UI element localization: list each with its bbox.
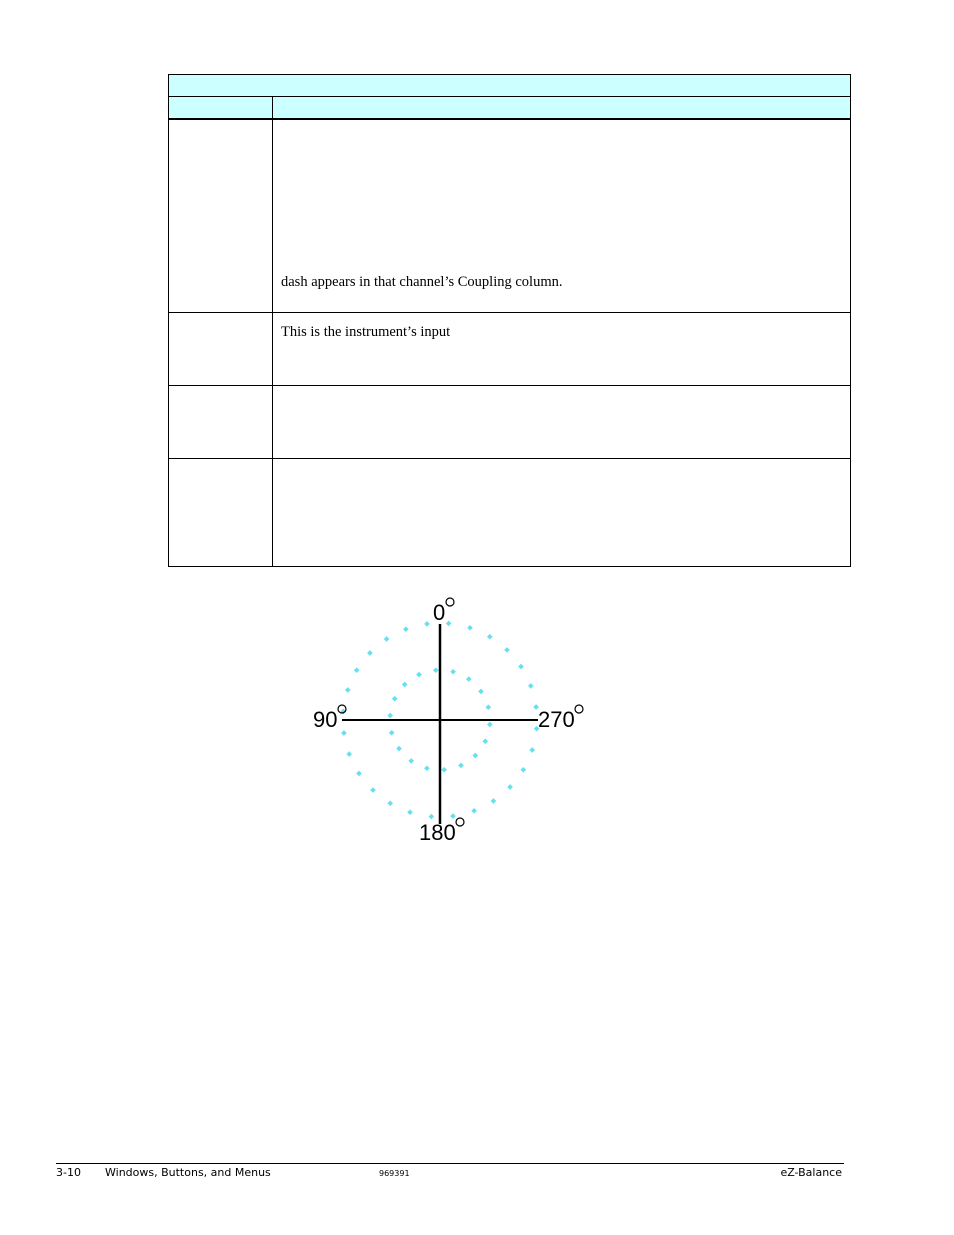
footer-divider bbox=[56, 1163, 844, 1164]
inner-ring-dot bbox=[472, 753, 478, 759]
outer-ring-dot bbox=[424, 621, 430, 627]
header-cell-description bbox=[273, 97, 851, 120]
table-row bbox=[169, 386, 851, 459]
outer-ring-dot bbox=[467, 625, 473, 631]
inner-ring-dot bbox=[433, 667, 439, 673]
footer-product-name: eZ-Balance bbox=[780, 1166, 842, 1179]
inner-ring-dot bbox=[485, 704, 491, 710]
footer-page-number: 3-10 bbox=[56, 1166, 81, 1179]
table-row bbox=[169, 313, 851, 386]
description-text: This is the instrument’s input bbox=[281, 324, 451, 340]
inner-ring-dot bbox=[387, 713, 393, 719]
description-cell bbox=[273, 459, 851, 567]
description-cell bbox=[273, 119, 851, 313]
inner-ring-dot bbox=[450, 669, 456, 675]
outer-ring-dot bbox=[387, 800, 393, 806]
label-right: 270 bbox=[538, 707, 575, 732]
table-header-row bbox=[169, 97, 851, 120]
term-cell bbox=[169, 386, 273, 459]
label-top: 0 bbox=[433, 600, 446, 625]
definition-table bbox=[168, 74, 851, 567]
outer-ring-dot bbox=[367, 650, 373, 656]
outer-ring-dot bbox=[384, 636, 390, 642]
table-title-row bbox=[169, 75, 851, 97]
polar-angle-diagram bbox=[300, 590, 600, 850]
term-cell bbox=[169, 459, 273, 567]
degree-symbol-top bbox=[446, 598, 454, 606]
description-cell bbox=[273, 386, 851, 459]
outer-ring-dot bbox=[504, 647, 510, 653]
outer-ring-dot bbox=[356, 771, 362, 777]
description-cell bbox=[273, 313, 851, 386]
inner-ring-dot bbox=[416, 672, 422, 678]
inner-ring-dot bbox=[392, 696, 398, 702]
footer-doc-number: 969391 bbox=[379, 1169, 410, 1178]
outer-ring-dot bbox=[403, 626, 409, 632]
outer-ring-dot bbox=[446, 621, 452, 627]
outer-ring-dot bbox=[487, 634, 493, 640]
description-text: dash appears in that channel’s Coupling column. bbox=[281, 274, 563, 290]
label-left: 90 bbox=[313, 707, 338, 732]
outer-ring-dot bbox=[507, 784, 513, 790]
inner-ring-dot bbox=[389, 730, 395, 736]
inner-ring-dot bbox=[424, 765, 430, 771]
outer-ring-dot bbox=[346, 751, 352, 757]
inner-ring-dot bbox=[482, 738, 488, 744]
table-title-cell bbox=[169, 75, 851, 97]
label-bottom: 180 bbox=[419, 820, 456, 845]
outer-ring-dot bbox=[345, 687, 351, 693]
term-cell bbox=[169, 119, 273, 313]
inner-ring-dot bbox=[408, 758, 414, 764]
degree-symbol-bottom bbox=[456, 818, 464, 826]
term-cell bbox=[169, 313, 273, 386]
outer-ring-dot bbox=[341, 730, 347, 736]
outer-ring-dot bbox=[471, 808, 477, 814]
degree-symbol-right bbox=[575, 705, 583, 713]
table-row bbox=[169, 459, 851, 567]
inner-ring-dot bbox=[396, 746, 402, 752]
footer-section-title: Windows, Buttons, and Menus bbox=[105, 1166, 271, 1179]
inner-ring-dot bbox=[487, 722, 493, 728]
inner-ring-dot bbox=[441, 767, 447, 773]
outer-ring-dot bbox=[491, 798, 497, 804]
inner-ring-dot bbox=[478, 689, 484, 695]
inner-ring-dot bbox=[466, 676, 472, 682]
outer-ring-dot bbox=[370, 787, 376, 793]
inner-ring-dot bbox=[402, 682, 408, 688]
outer-ring-dot bbox=[450, 813, 456, 819]
outer-ring-dot bbox=[520, 767, 526, 773]
outer-ring-dot bbox=[354, 667, 360, 673]
outer-ring-dot bbox=[529, 747, 535, 753]
inner-ring-dot bbox=[458, 763, 464, 769]
outer-ring-dot bbox=[528, 683, 534, 689]
header-cell-term bbox=[169, 97, 273, 120]
table-row bbox=[169, 119, 851, 313]
outer-ring-dot bbox=[518, 664, 524, 670]
outer-ring-dot bbox=[407, 809, 413, 815]
outer-ring-dot bbox=[428, 814, 434, 820]
